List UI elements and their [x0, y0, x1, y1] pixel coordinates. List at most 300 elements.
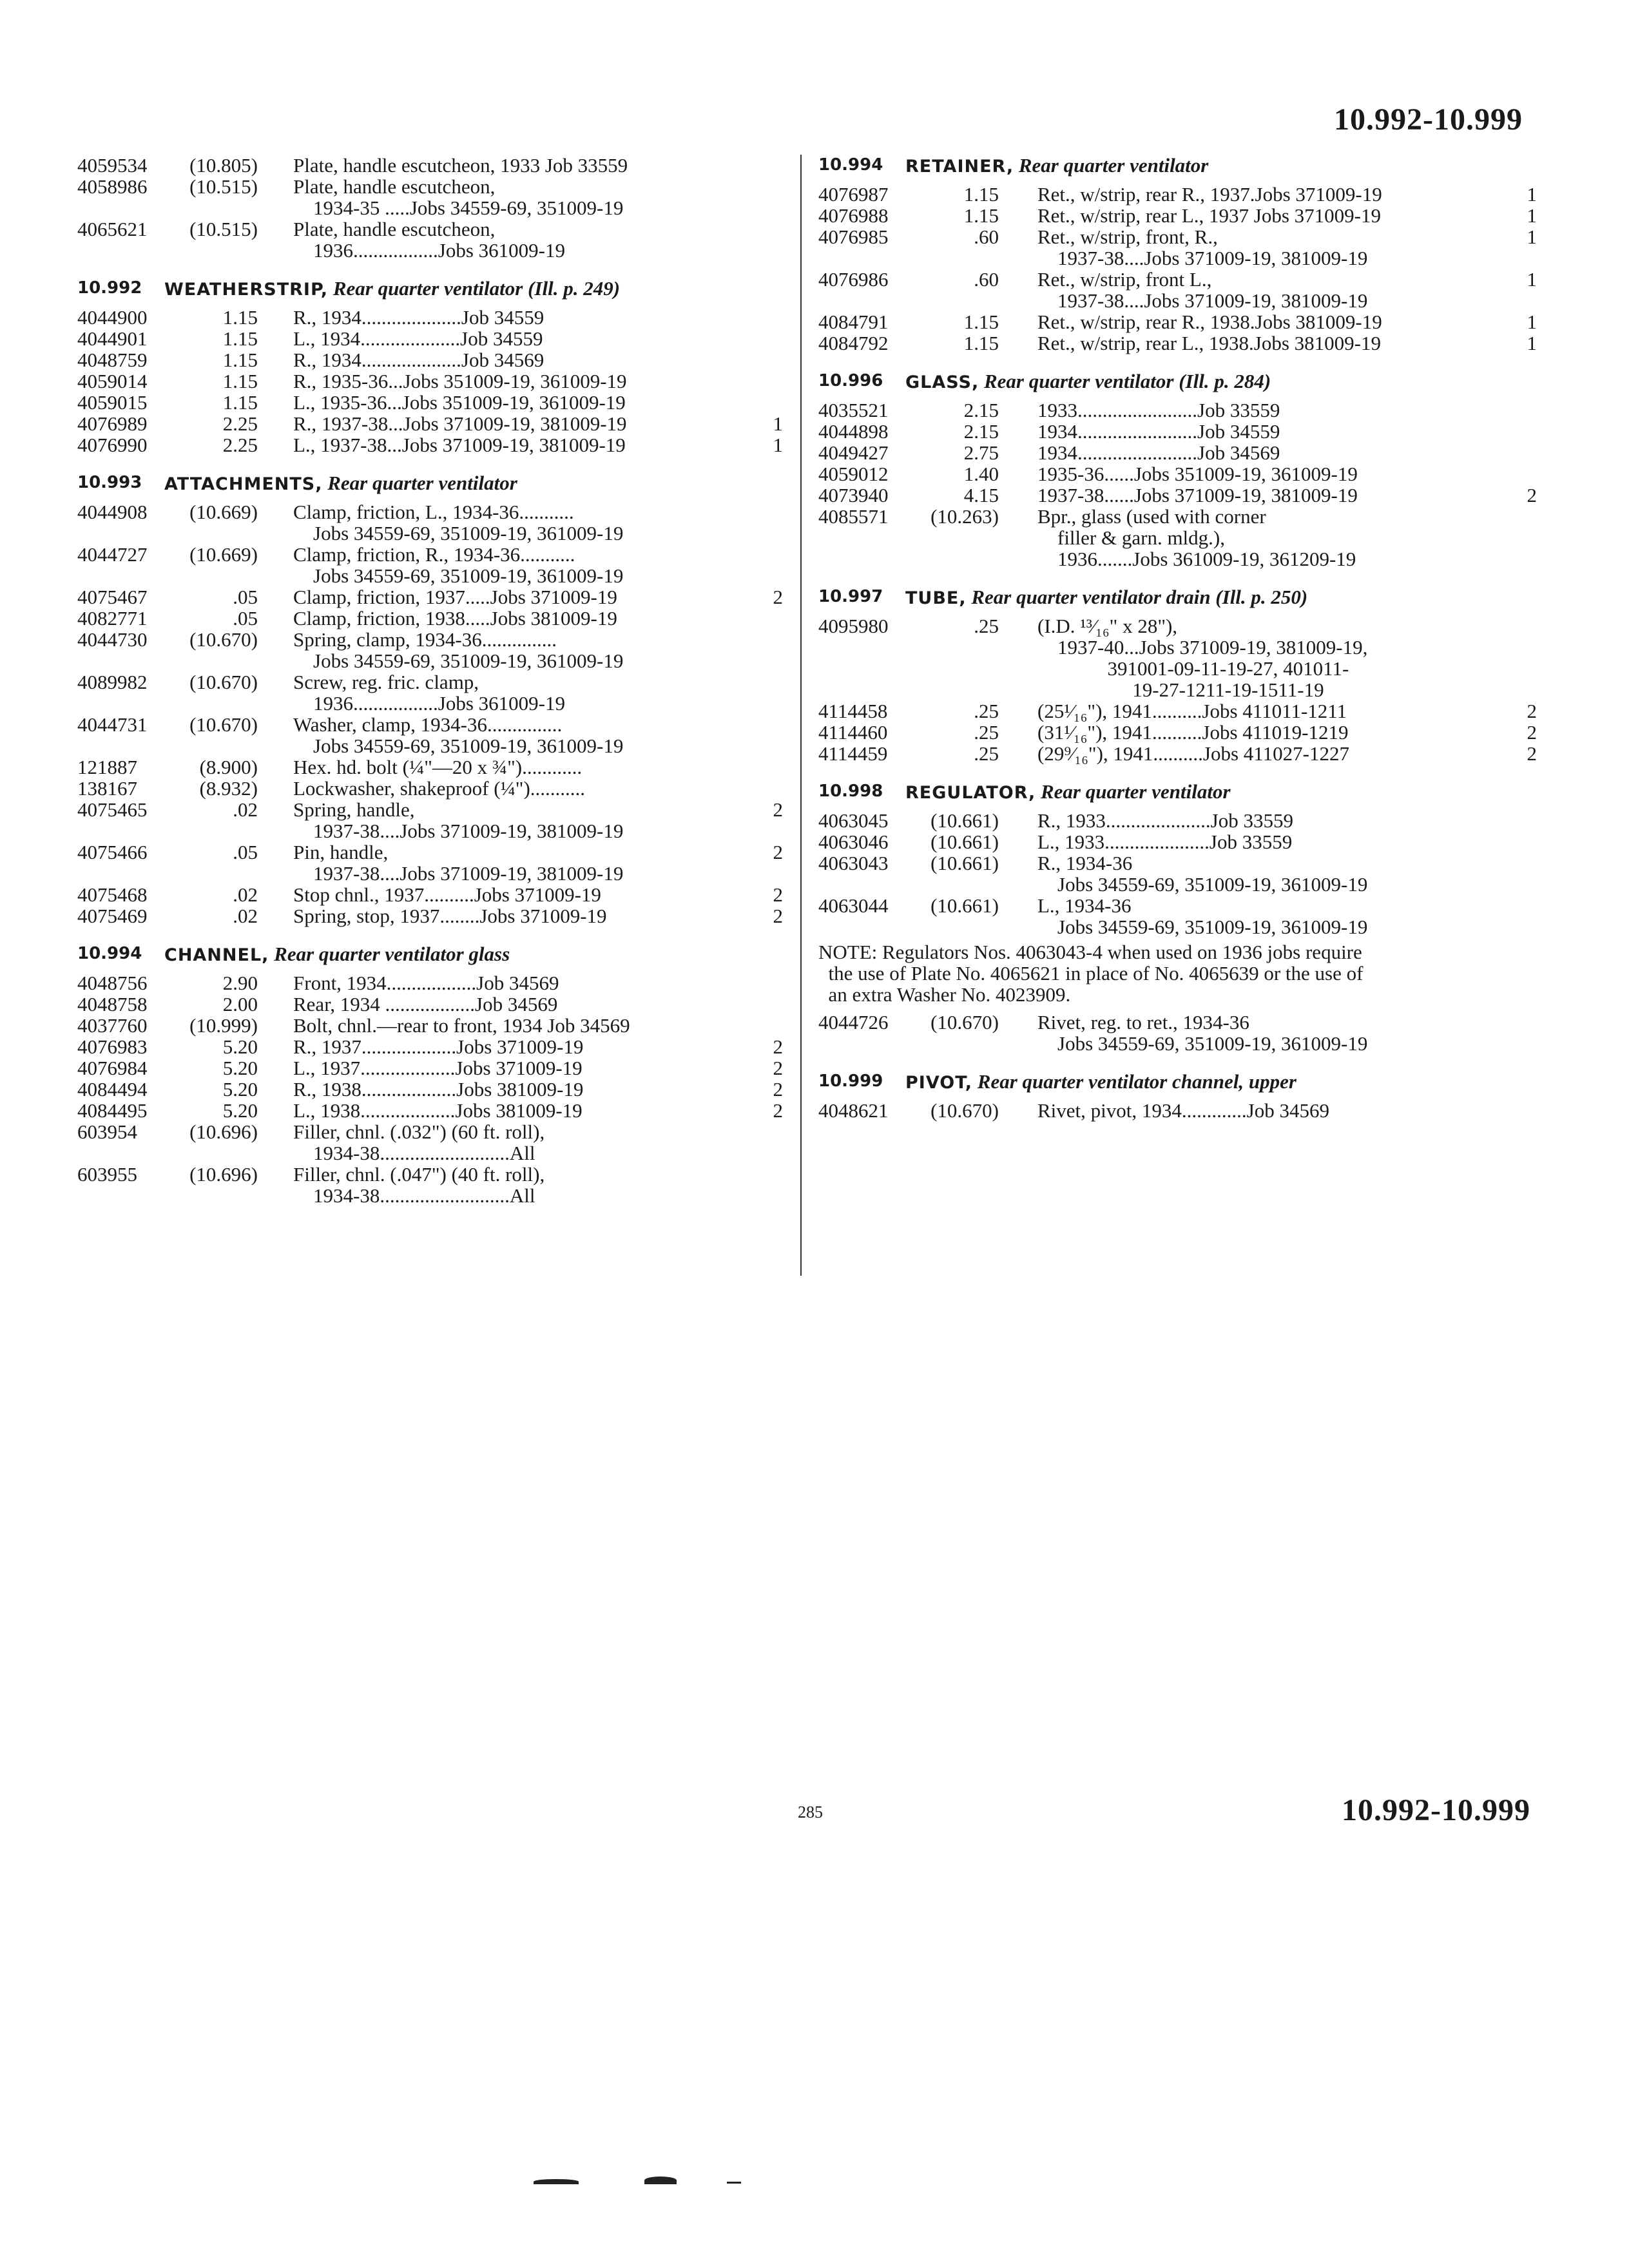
part-description: (31¹⁄₁₆"), 1941..........Jobs 411019-1219	[1037, 721, 1349, 744]
part-price: (10.661)	[930, 831, 999, 853]
part-description: L., 1937-38...Jobs 371009-19, 381009-19	[293, 434, 626, 456]
section-heading	[77, 472, 767, 495]
part-description: (25¹⁄₁₆"), 1941..........Jobs 411011-1211	[1037, 700, 1347, 722]
section-description: Rear quarter ventilator	[1018, 154, 1209, 177]
part-price: .02	[233, 798, 258, 821]
part-description: Spring, clamp, 1934-36...............	[293, 628, 557, 651]
part-price: 2.25	[222, 434, 258, 456]
part-description: 391001-09-11-19-27, 401011-	[1037, 657, 1349, 680]
part-row	[818, 743, 1540, 764]
part-price: (10.661)	[930, 852, 999, 874]
part-description: Jobs 34559-69, 351009-19, 361009-19	[293, 735, 624, 757]
part-price: (10.515)	[189, 218, 258, 240]
part-number: 4044908	[77, 501, 148, 523]
part-number: 4076989	[77, 412, 148, 435]
part-number: 4114460	[818, 721, 888, 744]
part-description: L., 1937...................Jobs 371009-19	[293, 1057, 583, 1079]
part-quantity: 1	[1527, 332, 1537, 354]
part-description: 1936.................Jobs 361009-19	[293, 692, 565, 715]
part-row	[818, 485, 1540, 506]
part-price: (10.661)	[930, 809, 999, 832]
part-number: 4059534	[77, 154, 148, 177]
section-heading	[818, 586, 1540, 609]
part-description: Ret., w/strip, rear L., 1938.Jobs 381009-19	[1037, 332, 1381, 354]
part-description: 1935-36......Jobs 351009-19, 361009-19	[1037, 463, 1358, 485]
part-description: Jobs 34559-69, 351009-19, 361009-19	[293, 564, 624, 587]
part-quantity: 2	[773, 1078, 783, 1100]
part-description: Rear, 1934 ..................Job 34569	[293, 993, 558, 1015]
part-price: 1.15	[963, 332, 999, 354]
intro-rows	[77, 155, 767, 261]
part-price: (10.515)	[189, 175, 258, 198]
section-description: Rear quarter ventilator (Ill. p. 249)	[333, 277, 621, 300]
section-name: PIVOT,	[905, 1073, 973, 1093]
part-quantity: 1	[773, 434, 783, 456]
part-row	[818, 269, 1540, 311]
section-name: RETAINER,	[905, 157, 1014, 177]
part-row	[77, 994, 767, 1015]
part-description: Jobs 34559-69, 351009-19, 361009-19	[293, 649, 624, 672]
part-number: 4044900	[77, 306, 148, 329]
part-price: 2.15	[963, 399, 999, 421]
part-description: (29⁹⁄₁₆"), 1941..........Jobs 411027-1227	[1037, 742, 1349, 765]
part-number: 4076990	[77, 434, 148, 456]
part-price: 2.00	[222, 993, 258, 1015]
part-row	[77, 778, 767, 799]
part-description: Spring, handle,	[293, 798, 415, 821]
part-description: R., 1933.....................Job 33559	[1037, 809, 1293, 832]
part-row	[77, 798, 783, 842]
part-row	[77, 176, 767, 218]
part-row	[818, 810, 1540, 831]
part-row	[77, 544, 767, 586]
part-price: 1.15	[963, 204, 999, 227]
part-row	[818, 184, 1540, 205]
section-name: WEATHERSTRIP,	[164, 280, 329, 300]
section-heading	[77, 278, 767, 300]
part-description: R., 1934....................Job 34559	[293, 306, 545, 329]
part-number: 121887	[77, 756, 137, 778]
left-column	[77, 154, 783, 1223]
part-price: 1.15	[222, 327, 258, 350]
part-row	[77, 1015, 767, 1036]
part-row	[77, 349, 767, 370]
part-description: Screw, reg. fric. clamp,	[293, 671, 479, 693]
part-description: Front, 1934..................Job 34569	[293, 972, 559, 994]
part-number: 4075467	[77, 586, 148, 608]
section-number: 10.999	[818, 1072, 883, 1091]
part-description: Bolt, chnl.—rear to front, 1934 Job 34569	[293, 1014, 630, 1037]
part-row	[818, 615, 1540, 700]
note-line: NOTE: Regulators Nos. 4063043-4 when used on 1936 jobs require	[818, 941, 1362, 963]
part-price: (10.661)	[930, 894, 999, 917]
part-row	[818, 852, 1540, 895]
part-description: Jobs 34559-69, 351009-19, 361009-19	[293, 522, 624, 544]
part-quantity: 2	[773, 1035, 783, 1058]
scan-mark	[727, 2182, 741, 2184]
part-description: Plate, handle escutcheon,	[293, 175, 496, 198]
section-description: Rear quarter ventilator channel, upper	[977, 1070, 1296, 1093]
part-price: .05	[233, 841, 258, 863]
part-number: 4059015	[77, 391, 148, 414]
part-description: 1934........................Job 34559	[1037, 420, 1280, 443]
section-name: REGULATOR,	[905, 783, 1036, 803]
part-number: 4059012	[818, 463, 889, 485]
part-price: .02	[233, 883, 258, 906]
part-description: 1934........................Job 34569	[1037, 441, 1280, 464]
part-row	[818, 463, 1540, 485]
part-description: 1934-38..........................All	[293, 1184, 535, 1207]
part-description: R., 1937-38...Jobs 371009-19, 381009-19	[293, 412, 627, 435]
part-number: 4075465	[77, 798, 148, 821]
part-row	[818, 1012, 1540, 1054]
part-number: 4063044	[818, 894, 889, 917]
section-number: 10.994	[77, 944, 142, 963]
section-heading	[77, 943, 767, 966]
part-number: 4044730	[77, 628, 148, 651]
part-row	[77, 1121, 767, 1164]
part-number: 4084494	[77, 1078, 148, 1100]
part-price: .25	[974, 700, 999, 722]
part-price: 5.20	[222, 1099, 258, 1122]
part-row	[77, 307, 767, 328]
parts-section	[818, 155, 1540, 354]
section-number: 10.997	[818, 587, 883, 606]
part-number: 4095980	[818, 615, 889, 637]
part-number: 603955	[77, 1163, 137, 1186]
part-row	[818, 226, 1540, 269]
part-description: L., 1933.....................Job 33559	[1037, 831, 1293, 853]
part-number: 4049427	[818, 441, 889, 464]
part-description: Filler, chnl. (.032") (60 ft. roll),	[293, 1120, 545, 1143]
part-description: Bpr., glass (used with corner	[1037, 505, 1266, 528]
part-number: 4075468	[77, 883, 148, 906]
part-row	[77, 1099, 783, 1122]
part-description: 1936.......Jobs 361009-19, 361209-19	[1037, 548, 1356, 570]
part-row	[77, 412, 783, 435]
part-price: 1.15	[963, 183, 999, 206]
part-description: Pin, handle,	[293, 841, 389, 863]
part-description: Clamp, friction, L., 1934-36...........	[293, 501, 574, 523]
part-row	[818, 831, 1540, 852]
part-number: 4065621	[77, 218, 148, 240]
part-row	[77, 155, 767, 176]
page-range-footer: 10.992-10.999	[1342, 1793, 1530, 1827]
part-number: 4063045	[818, 809, 889, 832]
part-price: (8.900)	[199, 756, 258, 778]
part-price: .25	[974, 615, 999, 637]
note-line: the use of Plate No. 4065621 in place of No. 4065639 or the use of	[818, 962, 1364, 985]
part-price: (10.696)	[189, 1163, 258, 1186]
part-price: (10.669)	[189, 501, 258, 523]
part-description: R., 1934....................Job 34569	[293, 349, 545, 371]
part-price: (10.670)	[930, 1011, 999, 1033]
part-number: 4044898	[818, 420, 889, 443]
part-number: 4076987	[818, 183, 889, 206]
section-heading	[818, 155, 1540, 177]
section-number: 10.992	[77, 278, 142, 298]
scan-mark	[534, 2179, 579, 2184]
part-row	[77, 756, 767, 778]
part-row	[77, 1078, 783, 1100]
part-price: (10.669)	[189, 543, 258, 566]
part-description: Jobs 34559-69, 351009-19, 361009-19	[1037, 873, 1368, 896]
section-number: 10.996	[818, 371, 883, 390]
part-row	[818, 332, 1540, 354]
part-quantity: 2	[1527, 742, 1537, 765]
part-number: 4075466	[77, 841, 148, 863]
part-row	[77, 883, 783, 906]
part-description: Jobs 34559-69, 351009-19, 361009-19	[1037, 916, 1368, 938]
part-row	[77, 1035, 783, 1058]
part-number: 4063046	[818, 831, 889, 853]
part-number: 138167	[77, 777, 137, 800]
parts-section	[77, 277, 783, 456]
part-price: 2.15	[963, 420, 999, 443]
section-name: GLASS,	[905, 372, 979, 392]
part-quantity: 2	[1527, 700, 1537, 722]
part-number: 4048756	[77, 972, 148, 994]
part-price: 4.15	[963, 484, 999, 506]
part-number: 4114459	[818, 742, 888, 765]
part-number: 4044901	[77, 327, 148, 350]
part-row	[818, 399, 1540, 421]
section-heading	[818, 781, 1540, 803]
part-row	[818, 895, 1540, 937]
part-description: 1937-38....Jobs 371009-19, 381009-19	[293, 820, 624, 842]
part-price: 5.20	[222, 1057, 258, 1079]
part-row	[77, 218, 767, 261]
part-row	[77, 714, 767, 756]
part-description: 1934-38..........................All	[293, 1142, 535, 1164]
part-number: 603954	[77, 1120, 137, 1143]
part-number: 4085571	[818, 505, 889, 528]
part-row	[818, 722, 1540, 743]
part-description: Plate, handle escutcheon, 1933 Job 33559	[293, 154, 628, 177]
page-range-header: 10.992-10.999	[1334, 102, 1523, 137]
part-row	[77, 370, 767, 392]
part-price: .25	[974, 721, 999, 744]
part-row	[818, 700, 1540, 722]
part-number: 4084791	[818, 311, 889, 333]
part-description: 1933........................Job 33559	[1037, 399, 1280, 421]
part-row	[818, 1100, 1540, 1121]
part-price: 1.15	[222, 306, 258, 329]
part-number: 4059014	[77, 370, 148, 392]
part-price: 1.15	[963, 311, 999, 333]
part-quantity: 1	[1527, 204, 1537, 227]
part-price: (10.263)	[930, 505, 999, 528]
part-price: 1.15	[222, 391, 258, 414]
part-description: 1937-38....Jobs 371009-19, 381009-19	[293, 862, 624, 885]
part-quantity: 2	[773, 798, 783, 821]
part-quantity: 1	[1527, 183, 1537, 206]
section-description: Rear quarter ventilator	[1041, 780, 1231, 803]
part-description: Clamp, friction, 1938.....Jobs 381009-19	[293, 607, 617, 629]
part-description: Stop chnl., 1937..........Jobs 371009-19	[293, 883, 601, 906]
part-row	[77, 1057, 783, 1079]
part-description: 19-27-1211-19-1511-19	[1037, 678, 1324, 701]
part-number: 4044727	[77, 543, 148, 566]
part-quantity: 1	[1527, 268, 1537, 291]
part-description: (I.D. ¹³⁄₁₆" x 28"),	[1037, 615, 1178, 637]
part-number: 4048758	[77, 993, 148, 1015]
part-description: L., 1938...................Jobs 381009-19	[293, 1099, 583, 1122]
part-quantity: 2	[773, 586, 783, 608]
part-description: filler & garn. mldg.),	[1037, 526, 1225, 549]
part-number: 4076984	[77, 1057, 148, 1079]
part-row	[77, 392, 767, 413]
part-row	[818, 421, 1540, 442]
part-description: Ret., w/strip, front, R.,	[1037, 226, 1218, 248]
part-description: Ret., w/strip, rear L., 1937 Jobs 371009-19	[1037, 204, 1381, 227]
part-number: 4076988	[818, 204, 889, 227]
part-description: R., 1934-36	[1037, 852, 1133, 874]
part-description: Clamp, friction, 1937.....Jobs 371009-19	[293, 586, 617, 608]
part-number: 4044726	[818, 1011, 889, 1033]
page-number: 285	[798, 1803, 823, 1821]
part-row	[77, 608, 767, 629]
section-heading	[818, 370, 1540, 393]
section-number: 10.998	[818, 782, 883, 801]
part-number: 4076985	[818, 226, 889, 248]
section-description: Rear quarter ventilator glass	[274, 943, 510, 965]
part-price: 5.20	[222, 1078, 258, 1100]
parts-section	[818, 781, 1540, 1054]
part-quantity: 2	[773, 1099, 783, 1122]
part-quantity: 2	[1527, 484, 1537, 506]
part-description: Filler, chnl. (.047") (40 ft. roll),	[293, 1163, 545, 1186]
parts-section	[818, 370, 1540, 570]
part-price: 2.90	[222, 972, 258, 994]
part-quantity: 2	[1527, 721, 1537, 744]
part-price: .25	[974, 742, 999, 765]
part-row	[77, 501, 767, 544]
part-description: Ret., w/strip, front L.,	[1037, 268, 1212, 291]
part-description: R., 1935-36...Jobs 351009-19, 361009-19	[293, 370, 627, 392]
section-name: ATTACHMENTS,	[164, 474, 323, 494]
part-description: 1936.................Jobs 361009-19	[293, 239, 565, 262]
part-description: Plate, handle escutcheon,	[293, 218, 496, 240]
part-price: (10.805)	[189, 154, 258, 177]
part-quantity: 2	[773, 905, 783, 927]
part-number: 4037760	[77, 1014, 148, 1037]
part-price: (10.670)	[930, 1099, 999, 1122]
part-row	[818, 205, 1540, 226]
part-number: 4044731	[77, 713, 148, 736]
part-description: 1937-38......Jobs 371009-19, 381009-19	[1037, 484, 1358, 506]
part-price: .02	[233, 905, 258, 927]
part-number: 4114458	[818, 700, 888, 722]
part-price: .05	[233, 586, 258, 608]
part-number: 4035521	[818, 399, 889, 421]
part-price: 1.15	[222, 349, 258, 371]
part-description: 1934-35 .....Jobs 34559-69, 351009-19	[293, 197, 624, 219]
part-price: .05	[233, 607, 258, 629]
parts-section	[77, 472, 783, 927]
section-note	[818, 941, 1540, 1005]
part-number: 4073940	[818, 484, 889, 506]
section-name: CHANNEL,	[164, 945, 269, 965]
section-description: Rear quarter ventilator (Ill. p. 284)	[983, 370, 1271, 392]
part-price: .60	[974, 226, 999, 248]
part-number: 4048621	[818, 1099, 889, 1122]
part-description: Rivet, pivot, 1934.............Job 34569	[1037, 1099, 1329, 1122]
part-description: L., 1935-36...Jobs 351009-19, 361009-19	[293, 391, 626, 414]
part-description: 1937-40...Jobs 371009-19, 381009-19,	[1037, 636, 1368, 658]
part-description: 1937-38....Jobs 371009-19, 381009-19	[1037, 289, 1368, 312]
column-divider	[800, 155, 802, 1276]
note-line: an extra Washer No. 4023909.	[818, 983, 1071, 1006]
part-price: (10.670)	[189, 628, 258, 651]
part-row	[818, 442, 1540, 463]
section-heading	[818, 1071, 1540, 1093]
part-quantity: 1	[1527, 226, 1537, 248]
parts-section	[818, 586, 1540, 764]
part-description: Hex. hd. bolt (¼"—20 x ¾")............	[293, 756, 583, 778]
part-row	[77, 841, 783, 885]
part-row	[77, 671, 767, 714]
part-description: R., 1937...................Jobs 371009-19	[293, 1035, 584, 1058]
part-number: 4089982	[77, 671, 148, 693]
part-quantity: 2	[773, 1057, 783, 1079]
part-row	[77, 434, 783, 456]
part-number: 4084792	[818, 332, 889, 354]
part-price: (10.670)	[189, 671, 258, 693]
part-quantity: 1	[773, 412, 783, 435]
part-price: .60	[974, 268, 999, 291]
section-description: Rear quarter ventilator drain (Ill. p. 250)	[971, 586, 1308, 608]
part-row	[77, 905, 783, 927]
part-price: (8.932)	[199, 777, 258, 800]
part-price: (10.696)	[189, 1120, 258, 1143]
part-description: L., 1934-36	[1037, 894, 1132, 917]
part-price: (10.999)	[189, 1014, 258, 1037]
part-row	[818, 311, 1540, 332]
part-price: 1.15	[222, 370, 258, 392]
part-number: 4075469	[77, 905, 148, 927]
part-description: Ret., w/strip, rear R., 1938.Jobs 381009-19	[1037, 311, 1382, 333]
part-price: 5.20	[222, 1035, 258, 1058]
part-number: 4084495	[77, 1099, 148, 1122]
section-name: TUBE,	[905, 588, 967, 608]
part-row	[77, 328, 767, 349]
part-row	[77, 586, 783, 608]
part-description: Ret., w/strip, rear R., 1937.Jobs 371009-19	[1037, 183, 1382, 206]
section-number: 10.994	[818, 155, 883, 175]
part-quantity: 2	[773, 841, 783, 863]
part-description: Clamp, friction, R., 1934-36...........	[293, 543, 575, 566]
parts-section	[77, 943, 783, 1207]
part-price: 1.40	[963, 463, 999, 485]
part-description: Spring, stop, 1937........Jobs 371009-19	[293, 905, 607, 927]
part-description: Lockwasher, shakeproof (¼")...........	[293, 777, 586, 800]
section-description: Rear quarter ventilator	[327, 472, 517, 494]
part-description: Washer, clamp, 1934-36...............	[293, 713, 563, 736]
part-number: 4076986	[818, 268, 889, 291]
part-number: 4063043	[818, 852, 889, 874]
part-description: R., 1938...................Jobs 381009-19	[293, 1078, 584, 1100]
right-column	[818, 155, 1540, 1138]
section-number: 10.993	[77, 473, 142, 492]
part-description: Rivet, reg. to ret., 1934-36	[1037, 1011, 1249, 1033]
parts-section	[818, 1071, 1540, 1121]
part-number: 4082771	[77, 607, 148, 629]
part-number: 4048759	[77, 349, 148, 371]
part-row	[77, 1164, 767, 1206]
part-description: 1937-38....Jobs 371009-19, 381009-19	[1037, 247, 1368, 269]
part-row	[818, 506, 1540, 570]
